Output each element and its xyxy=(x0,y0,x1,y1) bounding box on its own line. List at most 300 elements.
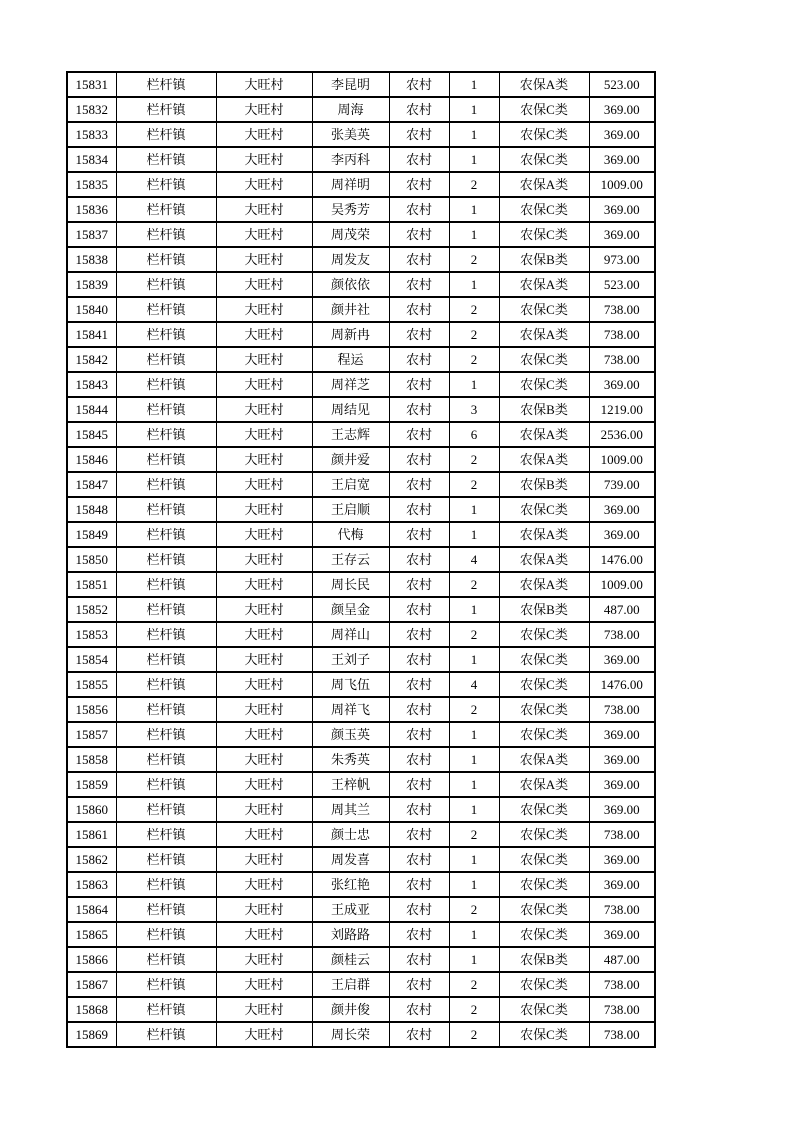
cell-household-type: 农村 xyxy=(389,322,449,347)
cell-village: 大旺村 xyxy=(216,397,312,422)
cell-amount: 369.00 xyxy=(589,97,655,122)
table-row xyxy=(67,897,655,922)
cell-person-count: 6 xyxy=(449,422,499,447)
cell-serial-number: 15867 xyxy=(67,972,116,997)
cell-person-count: 1 xyxy=(449,522,499,547)
cell-amount: 369.00 xyxy=(589,647,655,672)
cell-serial-number: 15841 xyxy=(67,322,116,347)
cell-person-count: 1 xyxy=(449,847,499,872)
cell-person-name: 周新冉 xyxy=(312,322,389,347)
cell-household-type: 农村 xyxy=(389,572,449,597)
cell-serial-number: 15843 xyxy=(67,372,116,397)
cell-insurance-category: 农保C类 xyxy=(499,997,589,1022)
cell-serial-number: 15864 xyxy=(67,897,116,922)
cell-person-name: 周海 xyxy=(312,97,389,122)
cell-insurance-category: 农保C类 xyxy=(499,297,589,322)
cell-household-type: 农村 xyxy=(389,197,449,222)
cell-person-name: 王刘子 xyxy=(312,647,389,672)
cell-household-type: 农村 xyxy=(389,1022,449,1047)
cell-serial-number: 15850 xyxy=(67,547,116,572)
cell-town: 栏杆镇 xyxy=(116,672,216,697)
cell-town: 栏杆镇 xyxy=(116,647,216,672)
cell-person-count: 2 xyxy=(449,172,499,197)
cell-serial-number: 15858 xyxy=(67,747,116,772)
cell-person-name: 颜桂云 xyxy=(312,947,389,972)
cell-village: 大旺村 xyxy=(216,772,312,797)
cell-village: 大旺村 xyxy=(216,722,312,747)
cell-amount: 523.00 xyxy=(589,272,655,297)
cell-amount: 738.00 xyxy=(589,997,655,1022)
cell-serial-number: 15834 xyxy=(67,147,116,172)
cell-serial-number: 15869 xyxy=(67,1022,116,1047)
cell-serial-number: 15852 xyxy=(67,597,116,622)
cell-amount: 738.00 xyxy=(589,347,655,372)
cell-household-type: 农村 xyxy=(389,722,449,747)
cell-serial-number: 15861 xyxy=(67,822,116,847)
table-row xyxy=(67,522,655,547)
cell-insurance-category: 农保C类 xyxy=(499,922,589,947)
cell-village: 大旺村 xyxy=(216,522,312,547)
cell-person-name: 王启顺 xyxy=(312,497,389,522)
table-row xyxy=(67,447,655,472)
cell-person-count: 1 xyxy=(449,647,499,672)
cell-serial-number: 15831 xyxy=(67,72,116,97)
cell-household-type: 农村 xyxy=(389,397,449,422)
cell-household-type: 农村 xyxy=(389,947,449,972)
cell-amount: 369.00 xyxy=(589,222,655,247)
table-row xyxy=(67,422,655,447)
cell-insurance-category: 农保C类 xyxy=(499,347,589,372)
cell-serial-number: 15839 xyxy=(67,272,116,297)
cell-town: 栏杆镇 xyxy=(116,722,216,747)
cell-town: 栏杆镇 xyxy=(116,547,216,572)
cell-person-name: 周祥明 xyxy=(312,172,389,197)
cell-town: 栏杆镇 xyxy=(116,497,216,522)
cell-amount: 738.00 xyxy=(589,822,655,847)
cell-person-count: 4 xyxy=(449,672,499,697)
cell-town: 栏杆镇 xyxy=(116,322,216,347)
cell-person-name: 王成亚 xyxy=(312,897,389,922)
cell-serial-number: 15842 xyxy=(67,347,116,372)
cell-serial-number: 15832 xyxy=(67,97,116,122)
cell-person-count: 1 xyxy=(449,197,499,222)
cell-person-name: 颜玉英 xyxy=(312,722,389,747)
cell-person-count: 1 xyxy=(449,272,499,297)
cell-person-name: 李昆明 xyxy=(312,72,389,97)
table-row xyxy=(67,1022,655,1047)
cell-person-name: 朱秀英 xyxy=(312,747,389,772)
table-row xyxy=(67,722,655,747)
cell-person-count: 2 xyxy=(449,972,499,997)
cell-insurance-category: 农保A类 xyxy=(499,447,589,472)
cell-insurance-category: 农保C类 xyxy=(499,622,589,647)
cell-person-count: 2 xyxy=(449,472,499,497)
table-row xyxy=(67,647,655,672)
table-row xyxy=(67,172,655,197)
cell-person-name: 颜井社 xyxy=(312,297,389,322)
cell-person-count: 2 xyxy=(449,297,499,322)
cell-village: 大旺村 xyxy=(216,672,312,697)
cell-person-name: 吴秀芳 xyxy=(312,197,389,222)
cell-insurance-category: 农保A类 xyxy=(499,272,589,297)
table-row xyxy=(67,347,655,372)
cell-person-count: 1 xyxy=(449,497,499,522)
cell-amount: 738.00 xyxy=(589,972,655,997)
cell-insurance-category: 农保C类 xyxy=(499,222,589,247)
cell-person-name: 李丙科 xyxy=(312,147,389,172)
cell-village: 大旺村 xyxy=(216,797,312,822)
cell-village: 大旺村 xyxy=(216,147,312,172)
cell-town: 栏杆镇 xyxy=(116,247,216,272)
cell-serial-number: 15848 xyxy=(67,497,116,522)
table-row xyxy=(67,372,655,397)
cell-town: 栏杆镇 xyxy=(116,847,216,872)
cell-person-count: 2 xyxy=(449,572,499,597)
cell-amount: 739.00 xyxy=(589,472,655,497)
cell-household-type: 农村 xyxy=(389,797,449,822)
cell-village: 大旺村 xyxy=(216,922,312,947)
cell-household-type: 农村 xyxy=(389,372,449,397)
cell-person-count: 1 xyxy=(449,147,499,172)
cell-insurance-category: 农保C类 xyxy=(499,972,589,997)
cell-town: 栏杆镇 xyxy=(116,747,216,772)
cell-town: 栏杆镇 xyxy=(116,597,216,622)
cell-serial-number: 15862 xyxy=(67,847,116,872)
cell-household-type: 农村 xyxy=(389,672,449,697)
cell-person-name: 王启群 xyxy=(312,972,389,997)
cell-household-type: 农村 xyxy=(389,97,449,122)
cell-household-type: 农村 xyxy=(389,772,449,797)
table-row xyxy=(67,197,655,222)
cell-amount: 738.00 xyxy=(589,322,655,347)
cell-village: 大旺村 xyxy=(216,247,312,272)
cell-person-count: 2 xyxy=(449,897,499,922)
cell-person-count: 1 xyxy=(449,922,499,947)
cell-person-name: 周其兰 xyxy=(312,797,389,822)
table-row xyxy=(67,772,655,797)
cell-person-count: 1 xyxy=(449,122,499,147)
cell-village: 大旺村 xyxy=(216,122,312,147)
cell-village: 大旺村 xyxy=(216,422,312,447)
cell-town: 栏杆镇 xyxy=(116,897,216,922)
cell-amount: 487.00 xyxy=(589,947,655,972)
cell-serial-number: 15866 xyxy=(67,947,116,972)
cell-village: 大旺村 xyxy=(216,597,312,622)
cell-insurance-category: 农保A类 xyxy=(499,572,589,597)
table-row xyxy=(67,847,655,872)
cell-amount: 369.00 xyxy=(589,847,655,872)
cell-person-name: 周发喜 xyxy=(312,847,389,872)
cell-insurance-category: 农保C类 xyxy=(499,147,589,172)
cell-insurance-category: 农保C类 xyxy=(499,1022,589,1047)
cell-insurance-category: 农保C类 xyxy=(499,872,589,897)
cell-person-count: 2 xyxy=(449,1022,499,1047)
cell-household-type: 农村 xyxy=(389,547,449,572)
cell-household-type: 农村 xyxy=(389,447,449,472)
table-row xyxy=(67,472,655,497)
cell-insurance-category: 农保C类 xyxy=(499,672,589,697)
cell-serial-number: 15844 xyxy=(67,397,116,422)
cell-village: 大旺村 xyxy=(216,72,312,97)
cell-town: 栏杆镇 xyxy=(116,397,216,422)
cell-insurance-category: 农保C类 xyxy=(499,847,589,872)
table-row xyxy=(67,697,655,722)
cell-amount: 738.00 xyxy=(589,1022,655,1047)
cell-household-type: 农村 xyxy=(389,697,449,722)
table-row xyxy=(67,247,655,272)
cell-town: 栏杆镇 xyxy=(116,197,216,222)
table-row xyxy=(67,97,655,122)
cell-household-type: 农村 xyxy=(389,522,449,547)
cell-village: 大旺村 xyxy=(216,572,312,597)
cell-household-type: 农村 xyxy=(389,422,449,447)
cell-village: 大旺村 xyxy=(216,172,312,197)
cell-insurance-category: 农保C类 xyxy=(499,822,589,847)
table-row xyxy=(67,997,655,1022)
cell-insurance-category: 农保C类 xyxy=(499,797,589,822)
cell-village: 大旺村 xyxy=(216,622,312,647)
cell-insurance-category: 农保B类 xyxy=(499,947,589,972)
table-row xyxy=(67,597,655,622)
table-row xyxy=(67,272,655,297)
cell-person-name: 颜井俊 xyxy=(312,997,389,1022)
cell-insurance-category: 农保C类 xyxy=(499,122,589,147)
cell-village: 大旺村 xyxy=(216,447,312,472)
table-row xyxy=(67,397,655,422)
cell-insurance-category: 农保C类 xyxy=(499,97,589,122)
cell-insurance-category: 农保A类 xyxy=(499,547,589,572)
cell-town: 栏杆镇 xyxy=(116,422,216,447)
cell-person-name: 周飞伍 xyxy=(312,672,389,697)
cell-serial-number: 15845 xyxy=(67,422,116,447)
cell-serial-number: 15849 xyxy=(67,522,116,547)
cell-town: 栏杆镇 xyxy=(116,997,216,1022)
cell-person-count: 2 xyxy=(449,997,499,1022)
cell-town: 栏杆镇 xyxy=(116,922,216,947)
cell-household-type: 农村 xyxy=(389,247,449,272)
cell-amount: 2536.00 xyxy=(589,422,655,447)
table-row xyxy=(67,747,655,772)
cell-town: 栏杆镇 xyxy=(116,297,216,322)
cell-insurance-category: 农保B类 xyxy=(499,247,589,272)
cell-town: 栏杆镇 xyxy=(116,797,216,822)
cell-person-name: 张红艳 xyxy=(312,872,389,897)
cell-village: 大旺村 xyxy=(216,972,312,997)
cell-town: 栏杆镇 xyxy=(116,822,216,847)
cell-person-name: 代梅 xyxy=(312,522,389,547)
cell-person-name: 周发友 xyxy=(312,247,389,272)
cell-person-count: 1 xyxy=(449,72,499,97)
cell-village: 大旺村 xyxy=(216,347,312,372)
cell-insurance-category: 农保C类 xyxy=(499,197,589,222)
cell-amount: 1009.00 xyxy=(589,172,655,197)
cell-insurance-category: 农保A类 xyxy=(499,772,589,797)
cell-serial-number: 15851 xyxy=(67,572,116,597)
cell-town: 栏杆镇 xyxy=(116,147,216,172)
table-row xyxy=(67,547,655,572)
cell-amount: 369.00 xyxy=(589,122,655,147)
cell-household-type: 农村 xyxy=(389,872,449,897)
cell-amount: 1009.00 xyxy=(589,572,655,597)
cell-amount: 1476.00 xyxy=(589,547,655,572)
cell-amount: 369.00 xyxy=(589,522,655,547)
cell-town: 栏杆镇 xyxy=(116,522,216,547)
table-row xyxy=(67,297,655,322)
cell-serial-number: 15854 xyxy=(67,647,116,672)
cell-household-type: 农村 xyxy=(389,922,449,947)
table-row xyxy=(67,72,655,97)
cell-amount: 738.00 xyxy=(589,622,655,647)
cell-person-count: 1 xyxy=(449,797,499,822)
cell-insurance-category: 农保B类 xyxy=(499,472,589,497)
table-row xyxy=(67,922,655,947)
cell-town: 栏杆镇 xyxy=(116,72,216,97)
cell-person-count: 1 xyxy=(449,372,499,397)
cell-town: 栏杆镇 xyxy=(116,347,216,372)
cell-town: 栏杆镇 xyxy=(116,697,216,722)
cell-serial-number: 15836 xyxy=(67,197,116,222)
cell-insurance-category: 农保A类 xyxy=(499,172,589,197)
cell-amount: 369.00 xyxy=(589,497,655,522)
cell-serial-number: 15857 xyxy=(67,722,116,747)
cell-insurance-category: 农保B类 xyxy=(499,597,589,622)
cell-serial-number: 15853 xyxy=(67,622,116,647)
cell-household-type: 农村 xyxy=(389,897,449,922)
table-row xyxy=(67,147,655,172)
cell-town: 栏杆镇 xyxy=(116,172,216,197)
cell-serial-number: 15846 xyxy=(67,447,116,472)
cell-serial-number: 15868 xyxy=(67,997,116,1022)
cell-insurance-category: 农保A类 xyxy=(499,72,589,97)
cell-person-count: 2 xyxy=(449,247,499,272)
cell-person-count: 1 xyxy=(449,597,499,622)
cell-town: 栏杆镇 xyxy=(116,222,216,247)
cell-person-count: 2 xyxy=(449,322,499,347)
cell-insurance-category: 农保C类 xyxy=(499,697,589,722)
cell-village: 大旺村 xyxy=(216,1022,312,1047)
cell-household-type: 农村 xyxy=(389,747,449,772)
cell-serial-number: 15833 xyxy=(67,122,116,147)
cell-serial-number: 15859 xyxy=(67,772,116,797)
cell-household-type: 农村 xyxy=(389,647,449,672)
cell-person-name: 王志辉 xyxy=(312,422,389,447)
cell-amount: 369.00 xyxy=(589,872,655,897)
table-row xyxy=(67,122,655,147)
cell-person-count: 1 xyxy=(449,97,499,122)
cell-person-name: 周祥山 xyxy=(312,622,389,647)
table-row xyxy=(67,872,655,897)
cell-village: 大旺村 xyxy=(216,847,312,872)
cell-town: 栏杆镇 xyxy=(116,622,216,647)
cell-amount: 369.00 xyxy=(589,372,655,397)
cell-serial-number: 15865 xyxy=(67,922,116,947)
cell-amount: 973.00 xyxy=(589,247,655,272)
table-body xyxy=(67,72,655,1047)
table-row xyxy=(67,972,655,997)
cell-serial-number: 15838 xyxy=(67,247,116,272)
table-row xyxy=(67,322,655,347)
cell-insurance-category: 农保A类 xyxy=(499,747,589,772)
cell-household-type: 农村 xyxy=(389,497,449,522)
cell-town: 栏杆镇 xyxy=(116,472,216,497)
table-row xyxy=(67,572,655,597)
cell-person-name: 王存云 xyxy=(312,547,389,572)
cell-amount: 1476.00 xyxy=(589,672,655,697)
cell-village: 大旺村 xyxy=(216,222,312,247)
cell-person-name: 周长荣 xyxy=(312,1022,389,1047)
cell-insurance-category: 农保B类 xyxy=(499,397,589,422)
cell-household-type: 农村 xyxy=(389,72,449,97)
cell-village: 大旺村 xyxy=(216,997,312,1022)
cell-village: 大旺村 xyxy=(216,697,312,722)
cell-household-type: 农村 xyxy=(389,297,449,322)
cell-household-type: 农村 xyxy=(389,472,449,497)
cell-town: 栏杆镇 xyxy=(116,572,216,597)
cell-village: 大旺村 xyxy=(216,497,312,522)
cell-village: 大旺村 xyxy=(216,872,312,897)
pension-roster-table xyxy=(66,71,656,1048)
cell-village: 大旺村 xyxy=(216,822,312,847)
cell-household-type: 农村 xyxy=(389,822,449,847)
cell-person-count: 2 xyxy=(449,622,499,647)
cell-person-count: 3 xyxy=(449,397,499,422)
cell-serial-number: 15847 xyxy=(67,472,116,497)
cell-village: 大旺村 xyxy=(216,947,312,972)
cell-village: 大旺村 xyxy=(216,322,312,347)
table-row xyxy=(67,622,655,647)
cell-person-name: 周祥飞 xyxy=(312,697,389,722)
cell-person-name: 颜士忠 xyxy=(312,822,389,847)
cell-serial-number: 15855 xyxy=(67,672,116,697)
cell-amount: 369.00 xyxy=(589,722,655,747)
cell-person-name: 程运 xyxy=(312,347,389,372)
cell-insurance-category: 农保C类 xyxy=(499,647,589,672)
cell-amount: 738.00 xyxy=(589,697,655,722)
cell-insurance-category: 农保C类 xyxy=(499,372,589,397)
cell-person-count: 1 xyxy=(449,747,499,772)
cell-serial-number: 15835 xyxy=(67,172,116,197)
cell-person-count: 4 xyxy=(449,547,499,572)
cell-town: 栏杆镇 xyxy=(116,447,216,472)
cell-person-count: 1 xyxy=(449,772,499,797)
cell-household-type: 农村 xyxy=(389,972,449,997)
cell-insurance-category: 农保A类 xyxy=(499,522,589,547)
cell-household-type: 农村 xyxy=(389,272,449,297)
cell-serial-number: 15856 xyxy=(67,697,116,722)
cell-person-name: 颜井爱 xyxy=(312,447,389,472)
cell-serial-number: 15837 xyxy=(67,222,116,247)
cell-insurance-category: 农保A类 xyxy=(499,422,589,447)
cell-village: 大旺村 xyxy=(216,647,312,672)
cell-amount: 487.00 xyxy=(589,597,655,622)
cell-household-type: 农村 xyxy=(389,222,449,247)
cell-town: 栏杆镇 xyxy=(116,122,216,147)
cell-person-count: 1 xyxy=(449,947,499,972)
cell-village: 大旺村 xyxy=(216,472,312,497)
cell-village: 大旺村 xyxy=(216,272,312,297)
cell-person-name: 刘路路 xyxy=(312,922,389,947)
cell-amount: 369.00 xyxy=(589,747,655,772)
cell-amount: 369.00 xyxy=(589,797,655,822)
table-row xyxy=(67,672,655,697)
cell-town: 栏杆镇 xyxy=(116,1022,216,1047)
cell-person-name: 周茂荣 xyxy=(312,222,389,247)
cell-person-name: 周结见 xyxy=(312,397,389,422)
cell-amount: 738.00 xyxy=(589,297,655,322)
cell-household-type: 农村 xyxy=(389,597,449,622)
cell-amount: 369.00 xyxy=(589,922,655,947)
cell-town: 栏杆镇 xyxy=(116,372,216,397)
